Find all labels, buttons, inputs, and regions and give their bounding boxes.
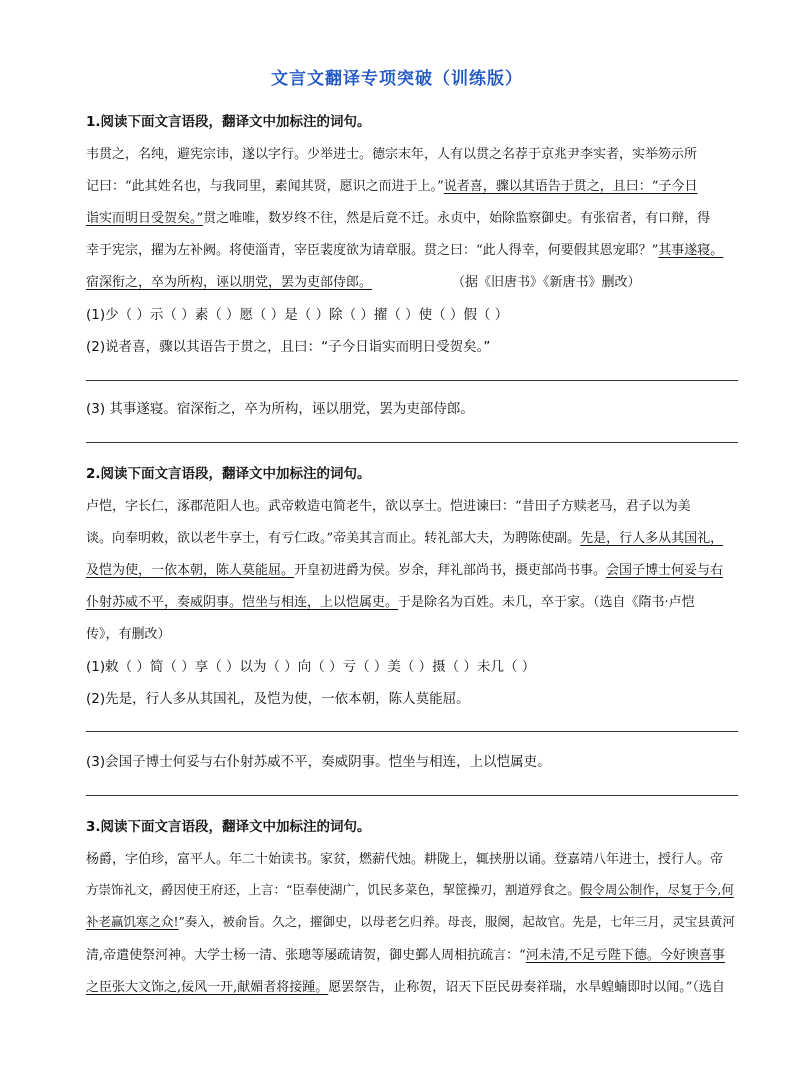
- q2-sub-1: (1)敕（ ）简（ ）享（ ）以为（ ）向（ ）亏（ ）美（ ）摄（ ）未几（ ）: [86, 659, 536, 675]
- q2-sub-2: (2)先是，行人多从其国礼，及恺为使，一依本朝，陈人莫能屈。: [86, 691, 470, 707]
- q3-marked-sentence-2a: 河未清,不足亏陛下德。今好谀喜事: [525, 948, 725, 963]
- q1-marked-sentence-3b: 宿深衔之，卒为所构，诬以朋党，罢为吏部侍郎。: [86, 275, 373, 290]
- q1-answer-line-1[interactable]: [86, 380, 738, 381]
- q2-marked-sentence-3b: 仆射苏威不平，奏威阴事。恺坐与相连，上以恺属吏。: [86, 595, 399, 610]
- q1-passage-line-1: 韦贯之，名纯，避宪宗讳，遂以字行。少举进士。德宗末年，人有以贯之名荐于京兆尹李实者，实举笏示所: [86, 147, 698, 162]
- q1-sub-1: (1)少（ ）示（ ）素（ ）愿（ ）是（ ）除（ ）擢（ ）使（ ）假（ ）: [86, 307, 509, 323]
- q2-marked-sentence-3a: 会国子博士何妥与右: [606, 563, 724, 578]
- q1-passage-line-2: 记曰：“此其姓名也，与我同里，素闻其贤，愿识之而进于上。”说者喜，骤以其语告于贯之，且曰：“子今日: [86, 179, 698, 194]
- q2-passage-line-3: 及恺为使，一依本朝，陈人莫能屈。开皇初进爵为侯。岁余，拜礼部尚书，摄吏部尚书事。会国子博士何妥与右: [86, 563, 724, 578]
- q1-marked-sentence-2b: 诣实而明日受贺矣。”: [86, 211, 204, 226]
- q3-passage-line-3: 补老赢饥寒之众!”奏入，被俞旨。久之，擢御史，以母老乞归养。母丧，服阕，起故官。先是，七年三月，灵宝县黄河: [86, 914, 735, 929]
- q1-sub-3: (3) 其事遂寝。宿深衔之，卒为所构，诬以朋党，罢为吏部侍郎。: [86, 401, 474, 417]
- q3-passage-line-2: 方崇饰礼文，爵因使王府还，上言：“臣奉使湖广，饥民多菜色，挈筐操刃，割道殍食之。假令周公制作，尽复于今,何: [86, 882, 734, 897]
- q2-sub-3: (3)会国子博士何妥与右仆射苏威不平，奏威阴事。恺坐与相连，上以恺属吏。: [86, 754, 551, 770]
- q3-marked-sentence-1a: 假令周公制作，尽复于今,何: [579, 882, 734, 897]
- q1-marked-sentence-3a: 其事遂寝。: [658, 243, 724, 258]
- page-title: 文言文翻译专项突破（训练版）: [271, 69, 523, 89]
- q2-passage-line-4: 仆射苏威不平，奏威阴事。恺坐与相连，上以恺属吏。于是除名为百姓。未几，卒于家。（选自《隋书·卢恺: [86, 595, 695, 610]
- question-3-heading: 3.阅读下面文言语段，翻译文中加标注的词句。: [86, 819, 371, 835]
- q2-source: 传》，有删改）: [86, 627, 171, 642]
- q1-passage-line-3: 诣实而明日受贺矣。”贯之唯唯，数岁终不往，然是后竟不迁。永贞中，始除监察御史。有张宿者，有口辩，得: [86, 211, 711, 226]
- q3-passage-line-5: 之臣张大文饰之,佞风一开,献媚者将接踵。愿罢祭告，止称贺，诏天下臣民毋奏祥瑞，水旱蝗蝻即时以闻。”（选自: [86, 980, 725, 995]
- q1-passage-line-4: 幸于宪宗，擢为左补阙。将使淄青，宰臣裴度欲为请章服。贯之曰：“此人得幸，何要假其恩宠耶？”其事遂寝。: [86, 243, 724, 258]
- q1-passage-line-5: [86, 271, 372, 290]
- q3-passage-line-4: 清,帝遣使祭河神。大学士杨一清、张璁等屡疏请贺，御史鄞人周相抗疏言：“河未清,不足亏陛下德。今好谀喜事: [86, 948, 725, 963]
- q2-answer-line-1[interactable]: [86, 731, 738, 732]
- q2-marked-sentence-2a: 先是，行人多从其国礼，: [580, 531, 724, 546]
- question-2-heading: 2.阅读下面文言语段，翻译文中加标注的词句。: [86, 466, 371, 482]
- q3-marked-sentence-2b: 之臣张大文饰之,佞风一开,献媚者将接踵。: [86, 980, 329, 995]
- q1-answer-line-2[interactable]: [86, 442, 738, 443]
- q2-passage-line-2: 谈。向奉明敕，欲以老牛享士，有亏仁政。”帝美其言而止。转礼部大夫，为聘陈使副。先是，行人多从其国礼，: [86, 531, 724, 546]
- q3-marked-sentence-1b: 补老赢饥寒之众!: [86, 914, 179, 929]
- q2-marked-sentence-2b: 及恺为使，一依本朝，陈人莫能屈。: [86, 563, 295, 578]
- q3-passage-line-1: 杨爵，字伯珍，富平人。年二十始读书。家贫，燃薪代烛。耕陇上，辄挟册以诵。登嘉靖八年进士，授行人。帝: [86, 852, 724, 867]
- q1-source: （据《旧唐书》《新唐书》删改）: [452, 275, 641, 290]
- q2-answer-line-2[interactable]: [86, 795, 738, 796]
- question-1-heading: 1.阅读下面文言语段，翻译文中加标注的词句。: [86, 114, 371, 130]
- q1-sub-2: (2)说者喜，骤以其语告于贯之，且曰：“子今日诣实而明日受贺矣。”: [86, 339, 491, 355]
- q1-marked-sentence-2a: 说者喜，骤以其语告于贯之，且曰：“子今日: [443, 179, 698, 194]
- q2-passage-line-1: 卢恺，字长仁，涿郡范阳人也。武帝敕造屯简老牛，欲以享士。恺进谏曰：“昔田子方赎老马，君子以为美: [86, 499, 691, 514]
